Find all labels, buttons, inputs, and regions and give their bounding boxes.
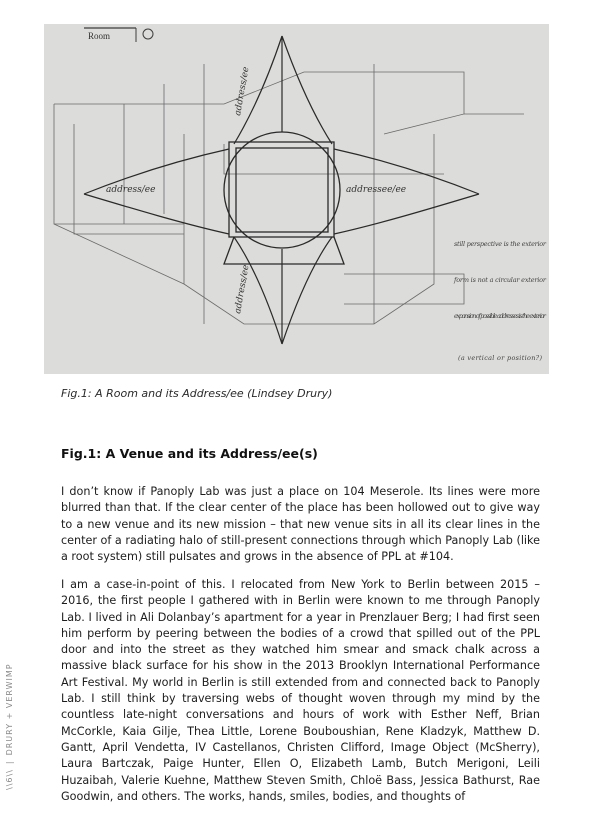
- page-number-mark: \\6\\: [4, 769, 14, 790]
- page-sidebar: [2, 660, 16, 790]
- sketch-note-1: still perspective is the exterior: [454, 240, 546, 248]
- sketch-note-2: form is not a circular exterior: [454, 276, 546, 284]
- publication-name: DRURY + VERWIMP: [4, 663, 14, 756]
- figure-caption: Fig.1: A Room and its Address/ee (Lindsey Drury): [61, 387, 333, 400]
- sketch-note-3: expansion of possible addresses is the exterior: [454, 312, 546, 320]
- sketch-room-label-box: [84, 28, 153, 42]
- sketch-top-label: address/ee: [233, 66, 252, 117]
- sketch-room-label: Room: [88, 31, 111, 41]
- body-paragraph-1: I don’t know if Panoply Lab was just a place on 104 Meserole. Its lines were more blurred than that. If the clear center of the place has been hollowed out to give way to a new venue and its new mission – that new venue sits in all its clear lines in the center of a radiating halo of still-present connections through which Panoply Lab (like a root system) still pulsates and grows in the absence of PPL at #104.: [61, 485, 540, 564]
- figure-sketch-image: [44, 24, 549, 374]
- sidebar-divider: |: [4, 760, 14, 765]
- body-paragraph-2: I am a case-in-point of this. I relocated from New York to Berlin between 2015 – 2016, the first people I gathered with in Berlin were known to me through Panoply Lab. I lived in Ali Dolanbay’s apartment for a year in Prenzlauer Berg; I had first seen him perform by peering between the bodies of a crowd that spilled out of the PPL door and into the street as they watched him smear and smack chalk across a massive black surface for his show in the 2013 Brooklyn International Performance Art Festival. My world in Berlin is still extended from and connected back to Panoply Lab. I still think by traversing webs of thought woven through my mind by the countless late-night conversations and hours of work with Esther Neff, Brian McCorkle, Kaia Gilje, Thea Little, Lorene Bouboushian, Rene Kladzyk, Matthew D. Gantt, April Vendetta, IV Castellanos, Christen Clifford, Image Object (McSherry), Laura Bartczak, Paige Hunter, Ellen O, Elizabeth Lamb, Butch Merigoni, Leili Huzaibah, Valerie Kuehne, Matthew Steven Smith, Chloë Bass, Jessica Bathurst, Rae Goodwin, and others. The works, hands, smiles, bodies, and thoughts of: [61, 578, 540, 803]
- sketch-note-4: (a vertical or position?): [458, 354, 542, 362]
- sketch-bottom-label: address/ee: [233, 264, 252, 315]
- section-heading: Fig.1: A Venue and its Address/ee(s): [61, 446, 318, 461]
- sketch-left-label: address/ee: [106, 185, 156, 195]
- sketch-right-label: addressee/ee: [346, 185, 407, 195]
